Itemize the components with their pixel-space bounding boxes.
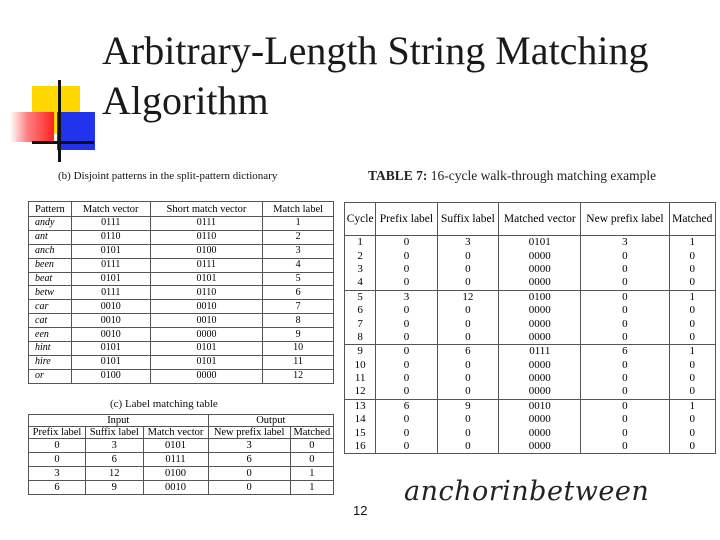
walkthrough-cell: 9 (437, 399, 499, 413)
dictionary-cell: 0010 (71, 300, 150, 314)
label-table-header-2: Suffix label (86, 427, 143, 439)
walkthrough-cell: 0 (581, 399, 669, 413)
walkthrough-header-5: New prefix label (581, 203, 669, 236)
label-table-cell: 3 (208, 439, 290, 453)
walkthrough-header-2: Prefix label (376, 203, 437, 236)
dictionary-cell: 4 (263, 258, 334, 272)
label-table-cell: 0101 (143, 439, 208, 453)
dictionary-cell: 0111 (71, 258, 150, 272)
walkthrough-cell: 0101 (499, 236, 581, 250)
walkthrough-cell: 0 (376, 385, 437, 399)
walkthrough-cell: 0000 (499, 304, 581, 317)
label-table-cell: 0 (29, 439, 86, 453)
label-table-cell: 1 (290, 467, 333, 481)
dictionary-cell: 9 (263, 328, 334, 342)
dictionary-cell: anch (29, 244, 72, 258)
walkthrough-caption-label: TABLE 7: (368, 168, 428, 183)
dictionary-header-3: Short match vector (150, 202, 263, 217)
label-table-row (29, 481, 334, 495)
slide-title (102, 26, 712, 126)
dictionary-cell: 0101 (150, 272, 263, 286)
walkthrough-cell: 0 (437, 359, 499, 372)
walkthrough-cell: 0010 (499, 399, 581, 413)
walkthrough-cell: 0 (376, 304, 437, 317)
walkthrough-row (345, 331, 716, 345)
dictionary-cell: 0111 (150, 217, 263, 231)
walkthrough-caption-text: 16-cycle walk-through matching example (430, 168, 657, 183)
dictionary-cell: 0110 (71, 230, 150, 244)
walkthrough-cell: 1 (669, 236, 715, 250)
walkthrough-cell: 15 (345, 426, 376, 439)
label-table-cell: 1 (290, 481, 333, 495)
walkthrough-cell: 0 (437, 331, 499, 345)
dictionary-row (29, 286, 334, 300)
label-table-cell: 0 (29, 453, 86, 467)
walkthrough-row (345, 413, 716, 426)
walkthrough-row (345, 426, 716, 439)
label-table-header-3: Match vector (143, 427, 208, 439)
walkthrough-cell: 0 (581, 372, 669, 385)
walkthrough-row (345, 276, 716, 290)
dictionary-cell: 0010 (150, 314, 263, 328)
label-table-row (29, 439, 334, 453)
walkthrough-cell: 1 (345, 236, 376, 250)
walkthrough-cell: 0000 (499, 249, 581, 262)
walkthrough-cell: 0 (376, 276, 437, 290)
dictionary-table (28, 201, 334, 384)
page-number: 12 (353, 503, 368, 518)
walkthrough-cell: 0 (581, 317, 669, 330)
slide-title-line1: Arbitrary-Length String Matching (102, 28, 649, 73)
walkthrough-cell: 0 (669, 249, 715, 262)
dictionary-row (29, 258, 334, 272)
walkthrough-row (345, 249, 716, 262)
walkthrough-cell: 0 (581, 359, 669, 372)
walkthrough-cell: 1 (669, 345, 715, 359)
dictionary-header-1: Pattern (29, 202, 72, 217)
walkthrough-cell: 0000 (499, 276, 581, 290)
walkthrough-cell: 0 (376, 249, 437, 262)
walkthrough-cell: 3 (376, 290, 437, 304)
horizontal-line-shape (32, 141, 94, 144)
dictionary-cell: 12 (263, 369, 334, 383)
dictionary-header-2: Match vector (71, 202, 150, 217)
label-table-cell: 0010 (143, 481, 208, 495)
label-table-cell: 0100 (143, 467, 208, 481)
walkthrough-cell: 0 (437, 276, 499, 290)
walkthrough-cell: 0 (581, 263, 669, 276)
slide-title-line2: Algorithm (102, 78, 269, 123)
walkthrough-row (345, 399, 716, 413)
dictionary-cell: 0101 (150, 355, 263, 369)
label-table-cell: 0 (290, 439, 333, 453)
walkthrough-cell: 8 (345, 331, 376, 345)
blue-square-shape (57, 112, 95, 150)
dictionary-cell: 0111 (71, 286, 150, 300)
vertical-line-shape (58, 80, 61, 162)
walkthrough-cell: 0 (437, 385, 499, 399)
walkthrough-cell: 6 (437, 345, 499, 359)
dictionary-cell: 0000 (150, 369, 263, 383)
handwritten-string: anchorinbetween (404, 476, 650, 507)
label-table-cell: 6 (208, 453, 290, 467)
label-table-cell: 6 (29, 481, 86, 495)
dictionary-cell: betw (29, 286, 72, 300)
walkthrough-cell: 0 (581, 385, 669, 399)
walkthrough-cell: 7 (345, 317, 376, 330)
walkthrough-cell: 0 (376, 331, 437, 345)
dictionary-row (29, 272, 334, 286)
dictionary-cell: 5 (263, 272, 334, 286)
walkthrough-cell: 0 (669, 385, 715, 399)
dictionary-cell: 0110 (150, 230, 263, 244)
dictionary-cell: 0010 (71, 314, 150, 328)
dictionary-cell: 7 (263, 300, 334, 314)
walkthrough-cell: 0 (581, 440, 669, 454)
walkthrough-row (345, 440, 716, 454)
walkthrough-cell: 6 (345, 304, 376, 317)
walkthrough-cell: 6 (376, 399, 437, 413)
walkthrough-row (345, 304, 716, 317)
walkthrough-cell: 0000 (499, 426, 581, 439)
walkthrough-row (345, 236, 716, 250)
walkthrough-cell: 0 (437, 317, 499, 330)
walkthrough-cell: 0 (376, 426, 437, 439)
label-table-row (29, 467, 334, 481)
walkthrough-cell: 14 (345, 413, 376, 426)
dictionary-cell: 0101 (71, 244, 150, 258)
walkthrough-cell: 5 (345, 290, 376, 304)
walkthrough-cell: 3 (581, 236, 669, 250)
walkthrough-cell: 0 (376, 317, 437, 330)
dictionary-cell: 10 (263, 342, 334, 356)
dictionary-row (29, 369, 334, 383)
label-table-cell: 0 (208, 481, 290, 495)
walkthrough-table (344, 202, 716, 454)
walkthrough-cell: 0 (376, 440, 437, 454)
label-table-header-4: New prefix label (208, 427, 290, 439)
dictionary-cell: 1 (263, 217, 334, 231)
dictionary-cell: 11 (263, 355, 334, 369)
dictionary-cell: been (29, 258, 72, 272)
walkthrough-cell: 0 (669, 359, 715, 372)
label-table-cell: 3 (86, 439, 143, 453)
walkthrough-cell: 6 (581, 345, 669, 359)
walkthrough-cell: 4 (345, 276, 376, 290)
walkthrough-cell: 1 (669, 290, 715, 304)
dictionary-cell: cat (29, 314, 72, 328)
walkthrough-cell: 0 (669, 372, 715, 385)
walkthrough-cell: 12 (437, 290, 499, 304)
walkthrough-cell: 0 (437, 440, 499, 454)
walkthrough-cell: 0000 (499, 331, 581, 345)
dictionary-cell: beat (29, 272, 72, 286)
dictionary-row (29, 342, 334, 356)
walkthrough-cell: 0000 (499, 440, 581, 454)
dictionary-cell: 2 (263, 230, 334, 244)
dictionary-cell: 6 (263, 286, 334, 300)
dictionary-cell: 0101 (150, 342, 263, 356)
walkthrough-cell: 9 (345, 345, 376, 359)
label-table-caption: (c) Label matching table (110, 398, 218, 410)
walkthrough-cell: 0 (581, 331, 669, 345)
dictionary-cell: 0000 (150, 328, 263, 342)
dictionary-cell: car (29, 300, 72, 314)
walkthrough-cell: 0 (581, 249, 669, 262)
label-table-cell: 6 (86, 453, 143, 467)
dictionary-cell: 0110 (150, 286, 263, 300)
dictionary-cell: hire (29, 355, 72, 369)
walkthrough-cell: 3 (437, 236, 499, 250)
dictionary-header-4: Match label (263, 202, 334, 217)
walkthrough-cell: 0 (376, 236, 437, 250)
dictionary-cell: 0111 (71, 217, 150, 231)
walkthrough-cell: 0111 (499, 345, 581, 359)
label-table-cell: 0 (290, 453, 333, 467)
walkthrough-cell: 0 (669, 331, 715, 345)
walkthrough-cell: 0 (437, 413, 499, 426)
dictionary-cell: 0111 (150, 258, 263, 272)
walkthrough-row (345, 317, 716, 330)
walkthrough-row (345, 372, 716, 385)
dictionary-cell: 0100 (71, 369, 150, 383)
walkthrough-cell: 0000 (499, 317, 581, 330)
dictionary-row (29, 300, 334, 314)
walkthrough-cell: 0 (376, 372, 437, 385)
walkthrough-cell: 0000 (499, 372, 581, 385)
walkthrough-cell: 0000 (499, 413, 581, 426)
dictionary-cell: or (29, 369, 72, 383)
output-group-header: Output (208, 415, 333, 427)
walkthrough-cell: 0 (437, 426, 499, 439)
walkthrough-row (345, 385, 716, 399)
dictionary-cell: ant (29, 230, 72, 244)
walkthrough-cell: 13 (345, 399, 376, 413)
walkthrough-table-caption (368, 168, 656, 184)
label-table-header-1: Prefix label (29, 427, 86, 439)
dictionary-cell: 0101 (71, 272, 150, 286)
walkthrough-cell: 0 (376, 359, 437, 372)
dictionary-row (29, 355, 334, 369)
dictionary-cell: 0101 (71, 355, 150, 369)
red-gradient-shape (10, 112, 54, 142)
dictionary-row (29, 314, 334, 328)
label-table-cell: 9 (86, 481, 143, 495)
walkthrough-cell: 0 (376, 263, 437, 276)
walkthrough-cell: 0 (437, 372, 499, 385)
label-table-cell: 0111 (143, 453, 208, 467)
walkthrough-cell: 12 (345, 385, 376, 399)
dictionary-row (29, 328, 334, 342)
walkthrough-row (345, 290, 716, 304)
dictionary-row (29, 217, 334, 231)
walkthrough-header-1: Cycle (345, 203, 376, 236)
walkthrough-cell: 0 (669, 426, 715, 439)
label-table-header-5: Matched (290, 427, 333, 439)
walkthrough-cell: 0 (581, 276, 669, 290)
label-matching-table (28, 414, 334, 495)
input-group-header: Input (29, 415, 209, 427)
dictionary-cell: 3 (263, 244, 334, 258)
walkthrough-row (345, 359, 716, 372)
walkthrough-cell: 0 (581, 304, 669, 317)
walkthrough-cell: 0000 (499, 263, 581, 276)
walkthrough-cell: 0 (437, 263, 499, 276)
walkthrough-cell: 0 (437, 249, 499, 262)
walkthrough-cell: 0 (581, 426, 669, 439)
dictionary-cell: 0010 (71, 328, 150, 342)
walkthrough-header-6: Matched (669, 203, 715, 236)
walkthrough-header-3: Suffix label (437, 203, 499, 236)
walkthrough-cell: 3 (345, 263, 376, 276)
dictionary-cell: 8 (263, 314, 334, 328)
walkthrough-row (345, 263, 716, 276)
walkthrough-cell: 0 (669, 440, 715, 454)
walkthrough-cell: 0 (376, 413, 437, 426)
walkthrough-cell: 0 (669, 276, 715, 290)
label-table-cell: 0 (208, 467, 290, 481)
walkthrough-cell: 0000 (499, 385, 581, 399)
dictionary-cell: een (29, 328, 72, 342)
walkthrough-header-4: Matched vector (499, 203, 581, 236)
walkthrough-cell: 1 (669, 399, 715, 413)
walkthrough-cell: 11 (345, 372, 376, 385)
walkthrough-cell: 0 (669, 413, 715, 426)
walkthrough-cell: 0 (376, 345, 437, 359)
walkthrough-cell: 0100 (499, 290, 581, 304)
walkthrough-cell: 0 (669, 304, 715, 317)
walkthrough-cell: 10 (345, 359, 376, 372)
label-table-row (29, 453, 334, 467)
walkthrough-cell: 0 (581, 413, 669, 426)
label-table-cell: 3 (29, 467, 86, 481)
walkthrough-cell: 0 (669, 263, 715, 276)
dictionary-cell: andy (29, 217, 72, 231)
walkthrough-cell: 16 (345, 440, 376, 454)
walkthrough-cell: 0 (669, 317, 715, 330)
dictionary-cell: 0010 (150, 300, 263, 314)
label-table-cell: 12 (86, 467, 143, 481)
dictionary-row (29, 244, 334, 258)
dictionary-row (29, 230, 334, 244)
walkthrough-cell: 0 (581, 290, 669, 304)
dictionary-cell: 0100 (150, 244, 263, 258)
dictionary-cell: 0101 (71, 342, 150, 356)
walkthrough-cell: 0000 (499, 359, 581, 372)
dictionary-table-caption: (b) Disjoint patterns in the split-pattern dictionary (58, 170, 278, 182)
walkthrough-cell: 0 (437, 304, 499, 317)
walkthrough-cell: 2 (345, 249, 376, 262)
dictionary-cell: hint (29, 342, 72, 356)
walkthrough-row (345, 345, 716, 359)
